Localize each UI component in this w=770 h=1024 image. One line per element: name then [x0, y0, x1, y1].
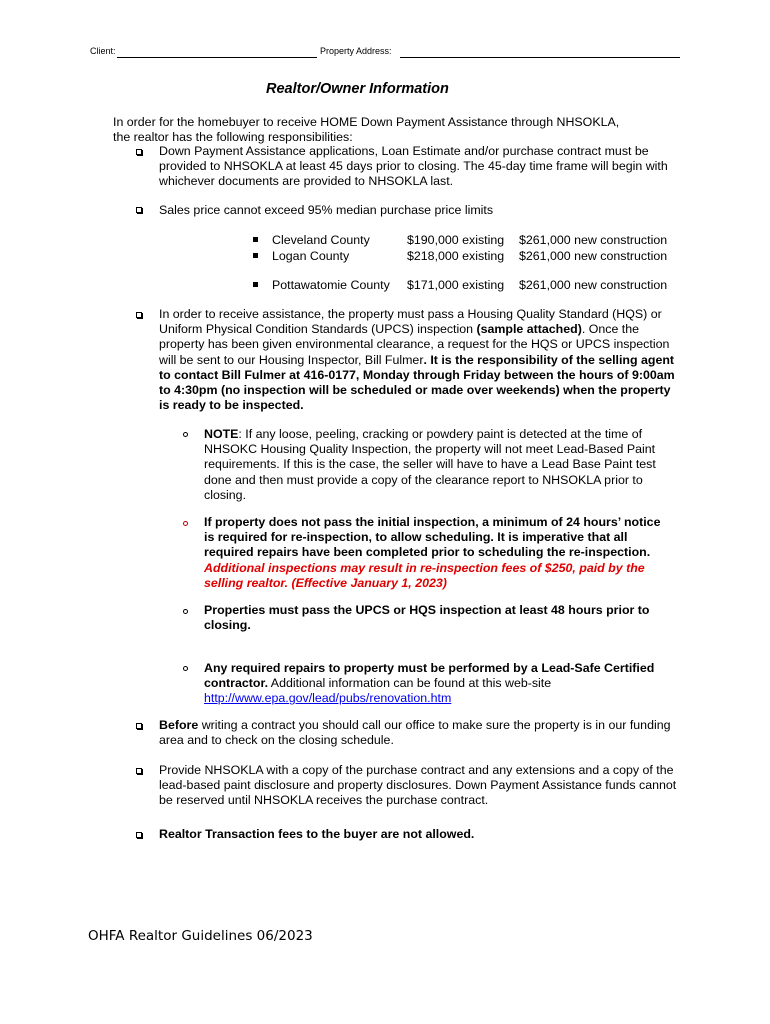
circle-bullet-icon	[183, 432, 188, 437]
inspection-text: In order to receive assistance, the property must pass a Housing Quality Standard (HQS) or Uniform Physical Condition Standards (UPCS) inspection	[159, 307, 662, 337]
property-address-label: Property Address:	[320, 46, 392, 56]
note-label: NOTE	[204, 427, 239, 441]
note-lead-safe-contractor	[204, 661, 664, 707]
note-reinspection	[204, 515, 664, 591]
reinspection-text: If property does not pass the initial inspection, a minimum of 24 hours’ notice is required for re-inspection, to allow scheduling. It is imperative that all required repairs have been completed prior to scheduling the re-inspection.	[204, 515, 661, 560]
checkbox-bullet-icon	[136, 312, 142, 318]
circle-bullet-icon	[183, 666, 188, 671]
footer-text: OHFA Realtor Guidelines 06/2023	[88, 928, 313, 944]
existing-price: $171,000 existing	[407, 278, 505, 292]
client-label: Client:	[90, 46, 116, 56]
checkbox-bullet-icon	[136, 768, 142, 774]
lead-safe-text: Any required repairs to property must be performed by a Lead-Safe Certified contractor.	[204, 661, 655, 691]
responsibility-price-limits: Sales price cannot exceed 95% median purchase price limits	[159, 203, 494, 217]
new-construction-price: $261,000 new construction	[519, 233, 668, 247]
inspection-text-cont: . Once the property has been given environmental clearance, a request for the HQS or UPCS inspection will be sent to our Housing Inspector, Bill Fulmer	[159, 322, 670, 367]
page-title: Realtor/Owner Information	[266, 81, 449, 97]
responsibility-provide-contract: Provide NHSOKLA with a copy of the purchase contract and any extensions and a copy of the lead-based paint disclosure and property disclosures. Down Payment Assistance funds cannot be reserved until NHSOKLA receives the purchase contract.	[159, 763, 677, 808]
intro-paragraph: In order for the homebuyer to receive HOME Down Payment Assistance through NHSOKLA, the realtor has the following responsibilities:	[113, 115, 620, 145]
before-label: Before	[159, 718, 199, 732]
county-name: Cleveland County	[272, 233, 370, 247]
new-construction-price: $261,000 new construction	[519, 278, 668, 292]
county-name: Pottawatomie County	[272, 278, 390, 292]
checkbox-bullet-icon	[136, 832, 142, 838]
client-line	[117, 57, 317, 58]
county-name: Logan County	[272, 249, 350, 263]
responsibility-applications: Down Payment Assistance applications, Loan Estimate and/or purchase contract must be provided to NHSOKLA at least 45 days prior to closing. The 45-day time frame will begin with whichever documents are provided to NHSOKLA last.	[159, 144, 668, 189]
sample-attached-text: (sample attached)	[476, 322, 582, 337]
circle-bullet-icon	[183, 609, 188, 614]
square-bullet-icon	[253, 282, 258, 287]
square-bullet-icon	[253, 237, 258, 242]
epa-renovation-link[interactable]: http://www.epa.gov/lead/pubs/renovation.htm	[204, 691, 452, 706]
note-inspection-timing: Properties must pass the UPCS or HQS inspection at least 48 hours prior to closing.	[204, 603, 650, 633]
call-office-text: writing a contract you should call our office to make sure the property is in our funding area and to check on the closing schedule.	[159, 718, 671, 748]
reinspection-fee-warning: Additional inspections may result in re-inspection fees of $250, paid by the selling realtor. (Effective January 1, 2023)	[204, 560, 645, 590]
new-construction-price: $261,000 new construction	[519, 249, 668, 263]
checkbox-bullet-icon	[136, 723, 142, 729]
responsibility-transaction-fees: Realtor Transaction fees to the buyer are not allowed.	[159, 827, 475, 841]
responsibility-call-office	[159, 718, 679, 748]
existing-price: $190,000 existing	[407, 233, 505, 247]
note-text: : If any loose, peeling, cracking or powdery paint is detected at the time of NHSOKC Housing Quality Inspection, the property will not meet Lead-Based Paint requirements. If this is the case, the seller will have to have a Lead Base Paint test done and then must provide a copy of the clearance report to NHSOKLA prior to closing.	[204, 427, 656, 502]
selling-agent-responsibility: . It is the responsibility of the selling agent to contact Bill Fulmer at 416-0177, Monday through Friday between the hours of 9:00am to 4:30pm (no inspection will be scheduled or made over weekends) when the property is ready to be inspected.	[159, 352, 675, 413]
checkbox-bullet-icon	[136, 149, 142, 155]
additional-info-text: Additional information can be found at this web-site	[268, 676, 552, 691]
square-bullet-icon	[253, 253, 258, 258]
note-lead-paint	[204, 427, 664, 503]
existing-price: $218,000 existing	[407, 249, 505, 263]
property-address-line	[400, 57, 680, 58]
responsibility-inspection	[159, 307, 679, 413]
circle-bullet-icon	[183, 521, 188, 526]
checkbox-bullet-icon	[136, 207, 142, 213]
